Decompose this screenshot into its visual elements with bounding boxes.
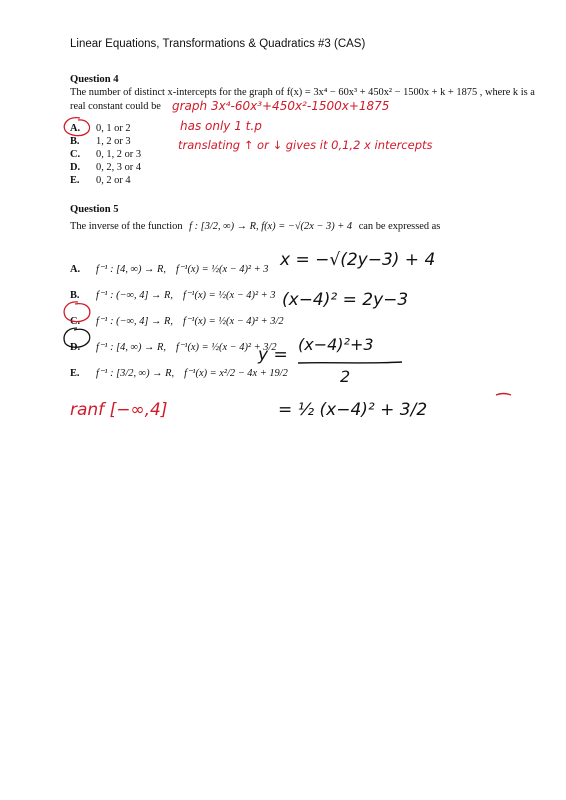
question-5-options — [70, 256, 288, 386]
option-label: B. — [70, 289, 80, 301]
question-4-heading: Question 4 — [70, 74, 119, 85]
question-4-stem-line1: The number of distinct x-intercepts for the graph of f(x) = 3x⁴ − 60x³ + 450x² − 1500x + k + 1875 , where k is a — [70, 87, 535, 98]
option-domain: f⁻¹ : [4, ∞) → R, — [96, 341, 166, 353]
option-domain: f⁻¹ : [3/2, ∞) → R, — [96, 367, 175, 379]
option-rule: f⁻¹(x) = ½(x − 4)² + 3 — [175, 263, 269, 275]
option-label: C. — [70, 149, 81, 160]
option-rule: f⁻¹(x) = ½(x − 4)² + 3 — [183, 289, 276, 301]
option-label: D. — [70, 162, 81, 173]
q4-handwriting-line1: graph 3x⁴-60x³+450x²-1500x+1875 — [172, 99, 390, 113]
q5-option-d-circle-mark — [62, 326, 92, 350]
q5-option-b[interactable] — [70, 282, 288, 308]
stray-pen-mark — [496, 392, 512, 398]
q5-option-d[interactable] — [70, 334, 288, 360]
page-header: Linear Equations, Transformations & Quadratics #3 (CAS) — [70, 38, 366, 50]
question-5-heading: Question 5 — [70, 204, 119, 215]
option-rule: f⁻¹(x) = ½(x − 4)² + 3/2 — [175, 341, 277, 353]
q5-range-note: ranf [−∞,4] — [70, 400, 168, 420]
option-text: 0, 1, 2 or 3 — [96, 149, 142, 160]
q5-option-a[interactable] — [70, 256, 288, 282]
q5-handwriting-line2: (x−4)² = 2y−3 — [282, 290, 409, 310]
q5-option-c[interactable] — [70, 308, 288, 334]
q4-answer-circle-mark — [62, 116, 92, 138]
option-label: A. — [70, 123, 81, 134]
option-domain: f⁻¹ : (−∞, 4] → R, — [96, 289, 173, 301]
option-rule: f⁻¹(x) = x²/2 − 4x + 19/2 — [184, 367, 288, 379]
q5-handwriting-line3-numerator: (x−4)²+3 — [298, 335, 374, 354]
q5-handwriting-line1: x = −√(2y−3) + 4 — [280, 250, 436, 270]
q4-option-c[interactable] — [70, 148, 141, 161]
question-4-stem-line2: real constant could be — [70, 101, 161, 112]
q5-handwriting-line3-lhs: y = — [258, 345, 288, 365]
option-rule: f⁻¹(x) = ½(x − 4)² + 3/2 — [183, 315, 284, 327]
q4-option-d[interactable] — [70, 161, 141, 174]
q5-option-c-circle-mark — [62, 300, 92, 324]
option-label: D. — [70, 341, 81, 353]
q5-option-e[interactable] — [70, 360, 288, 386]
option-label: E. — [70, 175, 80, 186]
option-domain: f⁻¹ : (−∞, 4] → R, — [96, 315, 173, 327]
option-text: 0, 2 or 4 — [96, 175, 131, 186]
q5-handwriting-line4: = ½ (x−4)² + 3/2 — [278, 400, 428, 420]
q5-handwriting-line3-denominator: 2 — [340, 367, 351, 386]
option-label: E. — [70, 367, 80, 379]
q4-handwriting-line3: translating ↑ or ↓ gives it 0,1,2 x intercepts — [178, 138, 433, 152]
option-label: B. — [70, 136, 80, 147]
option-domain: f⁻¹ : [4, ∞) → R, — [96, 263, 166, 275]
q4-option-e[interactable] — [70, 174, 141, 187]
option-label: A. — [70, 263, 81, 275]
question-5-stem-post: can be expressed as — [358, 221, 441, 232]
question-5-stem — [70, 220, 440, 233]
option-text: 0, 1 or 2 — [96, 123, 131, 134]
option-label: C. — [70, 315, 81, 327]
q4-handwriting-line2: has only 1 t.p — [180, 119, 262, 133]
q5-handwriting-fraction-bar — [298, 361, 403, 365]
question-5-stem-function: f : [3/2, ∞) → R, f(x) = −√(2x − 3) + 4 — [189, 221, 353, 232]
question-5-stem-pre: The inverse of the function — [70, 221, 183, 232]
option-text: 0, 2, 3 or 4 — [96, 162, 142, 173]
option-text: 1, 2 or 3 — [96, 136, 131, 147]
